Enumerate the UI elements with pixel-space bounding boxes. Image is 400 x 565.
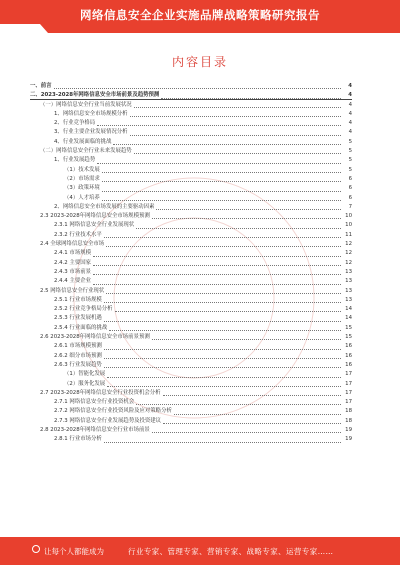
toc-entry[interactable] xyxy=(30,259,352,268)
toc-entry[interactable] xyxy=(30,268,352,277)
toc-leader-dots xyxy=(107,377,341,378)
toc-entry[interactable] xyxy=(30,417,352,426)
toc-entry[interactable] xyxy=(30,398,352,407)
toc-entry[interactable] xyxy=(30,287,352,296)
toc-entry-page: 18 xyxy=(345,417,352,424)
toc-entry-text: 2.6.2 细分市场预测 xyxy=(54,352,102,359)
toc-leader-dots xyxy=(106,246,341,247)
toc-entry-page: 16 xyxy=(345,343,352,350)
toc-leader-dots xyxy=(102,181,341,182)
toc-entry[interactable] xyxy=(30,333,352,342)
toc-entry-text: 2.3.2 行业技术水平 xyxy=(54,231,102,238)
toc-entry-page: 6 xyxy=(348,185,352,192)
toc-entry[interactable] xyxy=(30,426,352,435)
toc-entry[interactable] xyxy=(30,203,352,212)
toc-entry-page: 10 xyxy=(345,222,352,229)
toc-leader-dots xyxy=(93,274,341,275)
toc-entry[interactable] xyxy=(30,240,352,249)
toc-entry-text: 2.7.3 网络信息安全行业发展趋势及投资建议 xyxy=(54,417,162,424)
toc-entry-page: 16 xyxy=(345,361,352,368)
toc-leader-dots xyxy=(93,256,341,257)
toc-leader-dots xyxy=(102,191,341,192)
toc-entry-page: 19 xyxy=(345,426,352,433)
toc-entry-text: 2.5.4 行业面临的挑战 xyxy=(54,324,108,331)
toc-leader-dots xyxy=(104,237,341,238)
toc-entry-page: 17 xyxy=(345,389,352,396)
toc-entry-page: 6 xyxy=(348,175,352,182)
toc-entry[interactable] xyxy=(30,352,352,361)
toc-entry[interactable] xyxy=(30,407,352,416)
toc-leader-dots xyxy=(97,125,341,126)
toc-entry[interactable] xyxy=(30,324,352,333)
toc-entry[interactable] xyxy=(30,277,352,286)
toc-entry-text: （二）网络信息安全行业未来发展趋势 xyxy=(40,148,132,155)
toc-leader-dots xyxy=(104,321,341,322)
toc-leader-dots xyxy=(104,302,341,303)
toc-entry[interactable] xyxy=(30,184,352,193)
user-icon xyxy=(32,545,40,553)
footer-bar xyxy=(0,537,400,565)
toc-entry-text: （一）网络信息安全行业当前发展状况 xyxy=(40,101,132,108)
toc-entry-text: 2.6.3 行业发展趋势 xyxy=(54,361,102,368)
toc-entry-text: 2.8 2023-2028年网络信息安全行业市场前景 xyxy=(40,426,150,433)
table-of-contents xyxy=(30,82,352,445)
toc-entry-text: 2.8.1 行业市场分析 xyxy=(54,436,102,443)
toc-leader-dots xyxy=(136,404,341,405)
toc-leader-dots xyxy=(113,144,341,145)
toc-entry-text: 一、前言 xyxy=(30,83,52,89)
toc-entry[interactable] xyxy=(30,147,352,156)
toc-entry[interactable] xyxy=(30,296,352,305)
toc-entry-page: 15 xyxy=(345,324,352,331)
toc-leader-dots xyxy=(93,284,341,285)
toc-leader-dots xyxy=(134,107,341,108)
toc-entry-page: 13 xyxy=(345,278,352,285)
toc-entry[interactable] xyxy=(30,82,352,91)
toc-entry-page: 5 xyxy=(348,138,352,145)
toc-entry-page: 4 xyxy=(348,120,352,127)
toc-entry-text: 2.4.4 主要企业 xyxy=(54,278,91,285)
toc-entry-page: 12 xyxy=(345,241,352,248)
toc-leader-dots xyxy=(102,200,341,201)
toc-leader-dots xyxy=(163,423,341,424)
footer-roles: 行业专家、管理专家、营销专家、战略专家、运营专家…… xyxy=(128,547,334,556)
report-title: 网络信息安全企业实施品牌战略策略研究报告 xyxy=(80,8,320,22)
toc-entry-text: （4）人才培养 xyxy=(64,194,100,201)
toc-leader-dots xyxy=(134,153,341,154)
toc-entry[interactable] xyxy=(30,119,352,128)
toc-entry[interactable] xyxy=(30,175,352,184)
toc-entry-page: 17 xyxy=(345,399,352,406)
toc-entry[interactable] xyxy=(30,305,352,314)
toc-entry-page: 7 xyxy=(348,203,352,210)
toc-entry[interactable] xyxy=(30,380,352,389)
toc-entry[interactable] xyxy=(30,314,352,323)
toc-entry[interactable] xyxy=(30,212,352,221)
toc-leader-dots xyxy=(104,367,341,368)
toc-entry-text: 1、行业发展趋势 xyxy=(54,157,96,164)
toc-entry[interactable] xyxy=(30,221,352,230)
toc-leader-dots xyxy=(104,358,341,359)
toc-entry-text: （1）技术发展 xyxy=(64,166,100,173)
toc-entry[interactable] xyxy=(30,194,352,203)
toc-entry[interactable] xyxy=(30,389,352,398)
toc-entry[interactable] xyxy=(30,166,352,175)
toc-entry-page: 13 xyxy=(345,296,352,303)
toc-leader-dots xyxy=(104,349,341,350)
toc-leader-dots xyxy=(93,265,341,266)
toc-entry-text: 2.6 2023-2028年网络信息安全市场前景预测 xyxy=(40,334,150,341)
toc-entry-page: 4 xyxy=(348,129,352,136)
toc-leader-dots xyxy=(54,88,341,89)
toc-entry[interactable] xyxy=(30,342,352,351)
toc-entry-text: （3）政策环境 xyxy=(64,185,100,192)
toc-leader-dots xyxy=(152,432,341,433)
toc-entry-page: 14 xyxy=(345,315,352,322)
toc-entry-text: 2.5 网络信息安全行业现状 xyxy=(40,287,105,294)
toc-leader-dots xyxy=(102,172,341,173)
toc-leader-dots xyxy=(97,163,341,164)
toc-entry-page: 12 xyxy=(345,250,352,257)
toc-title: 内容目录 xyxy=(171,55,228,69)
toc-entry-page: 11 xyxy=(345,231,352,238)
toc-entry-page: 13 xyxy=(345,287,352,294)
toc-entry-page: 5 xyxy=(348,157,352,164)
toc-entry-page: 4 xyxy=(348,101,352,108)
toc-entry-text: 2.7.2 网络信息安全行业投资风险及应对策略分析 xyxy=(54,408,172,415)
toc-leader-dots xyxy=(152,218,341,219)
toc-entry-text: （2）服务化发展 xyxy=(64,380,106,387)
toc-entry-text: 2、行业竞争格局 xyxy=(54,120,96,127)
toc-leader-dots xyxy=(115,311,341,312)
toc-entry-text: 2、网络信息安全市场发展的主要驱动因素 xyxy=(54,203,155,210)
toc-entry[interactable] xyxy=(30,361,352,370)
toc-entry[interactable] xyxy=(30,101,352,110)
toc-entry[interactable] xyxy=(30,110,352,119)
toc-entry-text: 2.5.2 行业竞争格局分析 xyxy=(54,306,113,313)
toc-leader-dots xyxy=(106,293,341,294)
toc-entry-text: 2.7 2023-2028年网络信息安全行业投资机会分析 xyxy=(40,389,161,396)
toc-entry-page: 19 xyxy=(345,436,352,443)
toc-leader-dots xyxy=(104,442,341,443)
toc-entry-text: 2.3.1 网络信息安全行业发展现状 xyxy=(54,222,135,229)
toc-entry-page: 5 xyxy=(348,166,352,173)
toc-entry-page: 4 xyxy=(348,83,352,89)
toc-entry-page: 12 xyxy=(345,259,352,266)
toc-entry[interactable] xyxy=(30,435,352,444)
toc-entry-text: 2.5.3 行业发展机遇 xyxy=(54,315,102,322)
toc-leader-dots xyxy=(130,135,341,136)
toc-entry-text: 2.5.1 行业市场规模 xyxy=(54,296,102,303)
toc-entry-page: 17 xyxy=(345,371,352,378)
toc-entry-page: 14 xyxy=(345,306,352,313)
toc-entry-text: 2.3 2023-2028年网络信息安全市场规模预测 xyxy=(40,213,150,220)
toc-entry[interactable] xyxy=(30,231,352,240)
toc-entry-text: （1）智能化发展 xyxy=(64,371,106,378)
toc-entry[interactable] xyxy=(30,370,352,379)
toc-leader-dots xyxy=(152,339,341,340)
toc-entry[interactable] xyxy=(30,138,352,147)
toc-entry-text: 3、行业主要企业发展情况分析 xyxy=(54,129,128,136)
toc-leader-dots xyxy=(136,228,341,229)
toc-entry-page: 5 xyxy=(348,148,352,155)
toc-entry-page: 18 xyxy=(345,408,352,415)
toc-leader-dots xyxy=(107,386,341,387)
toc-entry-text: 2.6.1 市场规模预测 xyxy=(54,343,102,350)
toc-entry-text: 2.4.1 市场规模 xyxy=(54,250,91,257)
toc-entry-page: 13 xyxy=(345,268,352,275)
toc-entry[interactable] xyxy=(30,156,352,165)
toc-entry-page: 6 xyxy=(348,194,352,201)
toc-leader-dots xyxy=(163,395,341,396)
toc-entry-text: 4、行业发展面临的挑战 xyxy=(54,138,112,145)
footer-slogan: 让每个人都能成为 xyxy=(44,547,104,556)
toc-entry-text: 二、2023-2028年网络信息安全市场前景及趋势预测 xyxy=(30,92,160,99)
toc-entry-text: （2）市场需求 xyxy=(64,175,100,182)
toc-entry-text: 2.4.2 主要国家 xyxy=(54,259,91,266)
toc-leader-dots xyxy=(130,116,341,117)
toc-entry-page: 16 xyxy=(345,352,352,359)
toc-leader-dots xyxy=(174,414,341,415)
toc-leader-dots xyxy=(109,330,341,331)
toc-entry[interactable] xyxy=(30,128,352,137)
toc-entry-page: 17 xyxy=(345,380,352,387)
toc-entry-page: 10 xyxy=(345,213,352,220)
toc-entry-page: 4 xyxy=(348,92,352,99)
toc-entry-text: 2.4.3 市场前景 xyxy=(54,268,91,275)
toc-leader-dots xyxy=(156,209,341,210)
toc-entry-text: 1、网络信息安全市场规模分析 xyxy=(54,110,128,117)
toc-entry-text: 2.7.1 网络信息安全行业投资机会 xyxy=(54,399,135,406)
toc-entry-text: 2.4 全球网络信息安全市场 xyxy=(40,241,105,248)
toc-entry[interactable] xyxy=(30,249,352,258)
toc-entry-page: 15 xyxy=(345,334,352,341)
toc-entry-page: 4 xyxy=(348,110,352,117)
